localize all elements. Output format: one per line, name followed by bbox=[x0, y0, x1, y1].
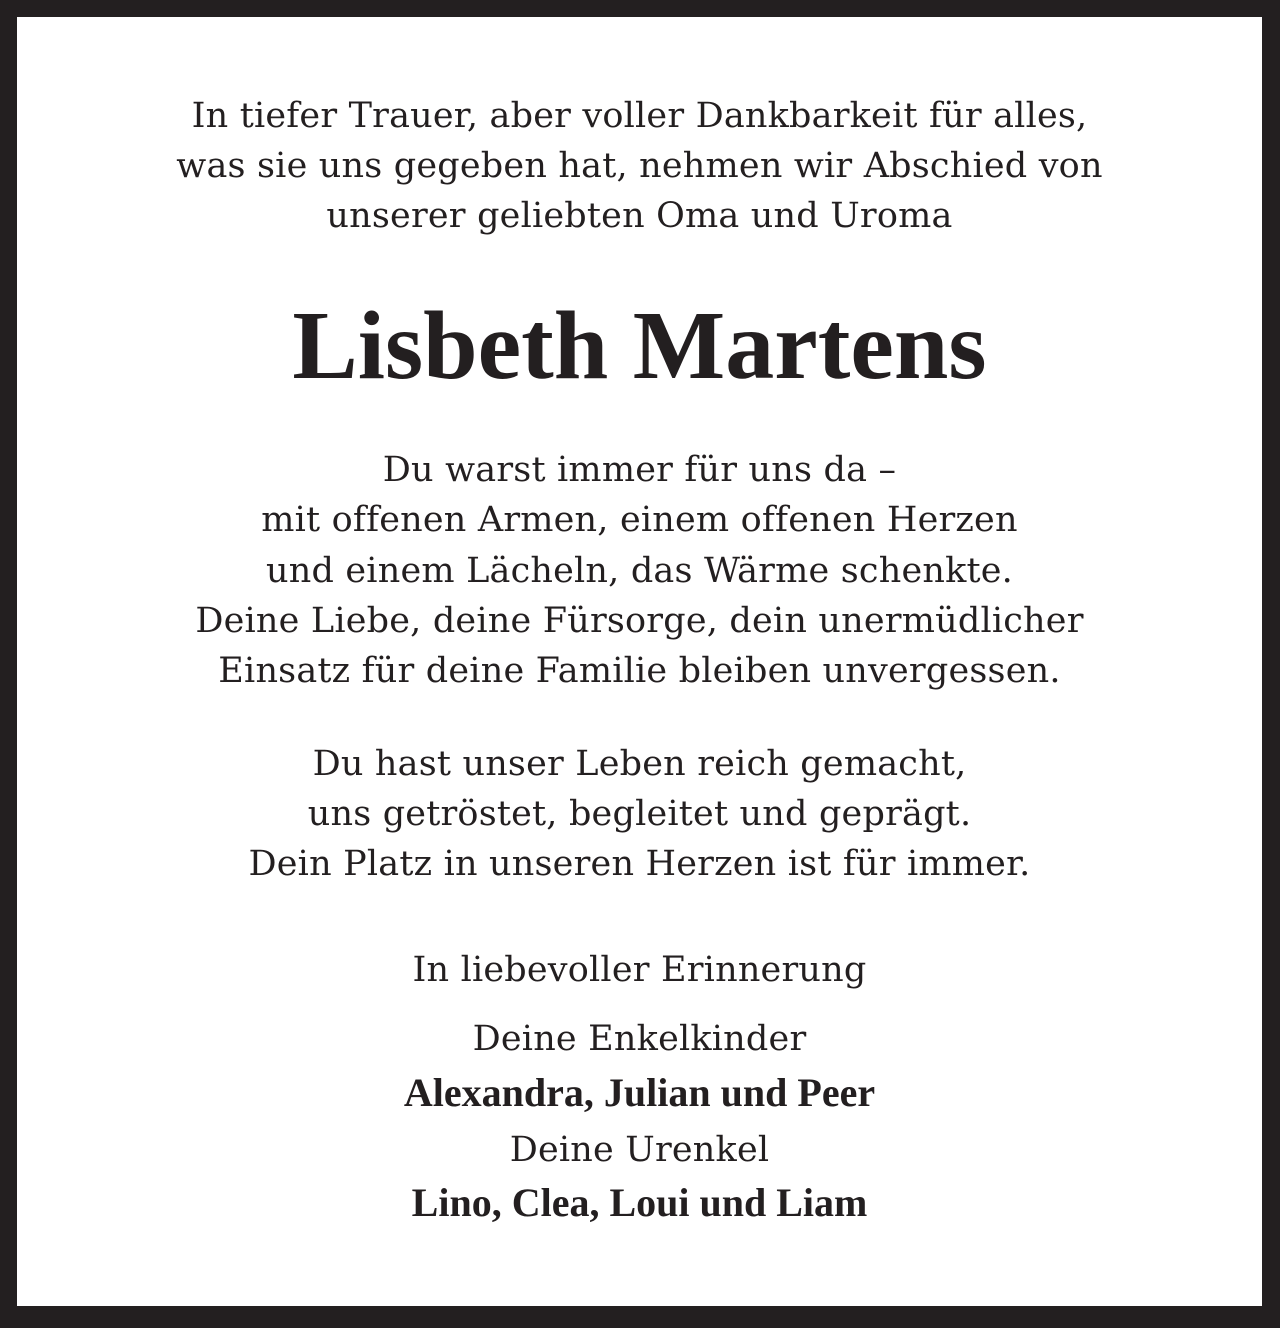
verse2-line-2: uns getröstet, begleitet und geprägt. bbox=[307, 794, 972, 834]
verse1-line-4: Deine Liebe, deine Fürsorge, dein unermüdlicher bbox=[195, 601, 1084, 641]
grandchildren-label: Deine Enkelkinder bbox=[472, 1019, 807, 1059]
intro-line-3: unserer geliebten Oma und Uroma bbox=[326, 196, 953, 236]
intro-line-2: was sie uns gegeben hat, nehmen wir Abschied von bbox=[176, 146, 1103, 186]
closing-line: In liebevoller Erinnerung bbox=[412, 950, 867, 990]
verse2-line-3: Dein Platz in unseren Herzen ist für immer. bbox=[248, 844, 1031, 884]
verse1-line-3: und einem Lächeln, das Wärme schenkte. bbox=[265, 551, 1014, 591]
verse1-line-2: mit offenen Armen, einem offenen Herzen bbox=[261, 500, 1018, 540]
great-grandchildren-label: Deine Urenkel bbox=[509, 1130, 770, 1170]
great-grandchildren-names: Lino, Clea, Loui und Liam bbox=[411, 1180, 868, 1225]
obituary-notice bbox=[17, 17, 1262, 1306]
verse2-line-1: Du hast unser Leben reich gemacht, bbox=[312, 744, 967, 784]
verse1-line-1: Du warst immer für uns da – bbox=[382, 450, 897, 490]
deceased-name: Lisbeth Martens bbox=[292, 292, 987, 400]
verse1-line-5: Einsatz für deine Familie bleiben unvergessen. bbox=[218, 651, 1061, 691]
intro-line-1: In tiefer Trauer, aber voller Dankbarkeit für alles, bbox=[191, 96, 1088, 136]
grandchildren-names: Alexandra, Julian und Peer bbox=[403, 1070, 876, 1115]
